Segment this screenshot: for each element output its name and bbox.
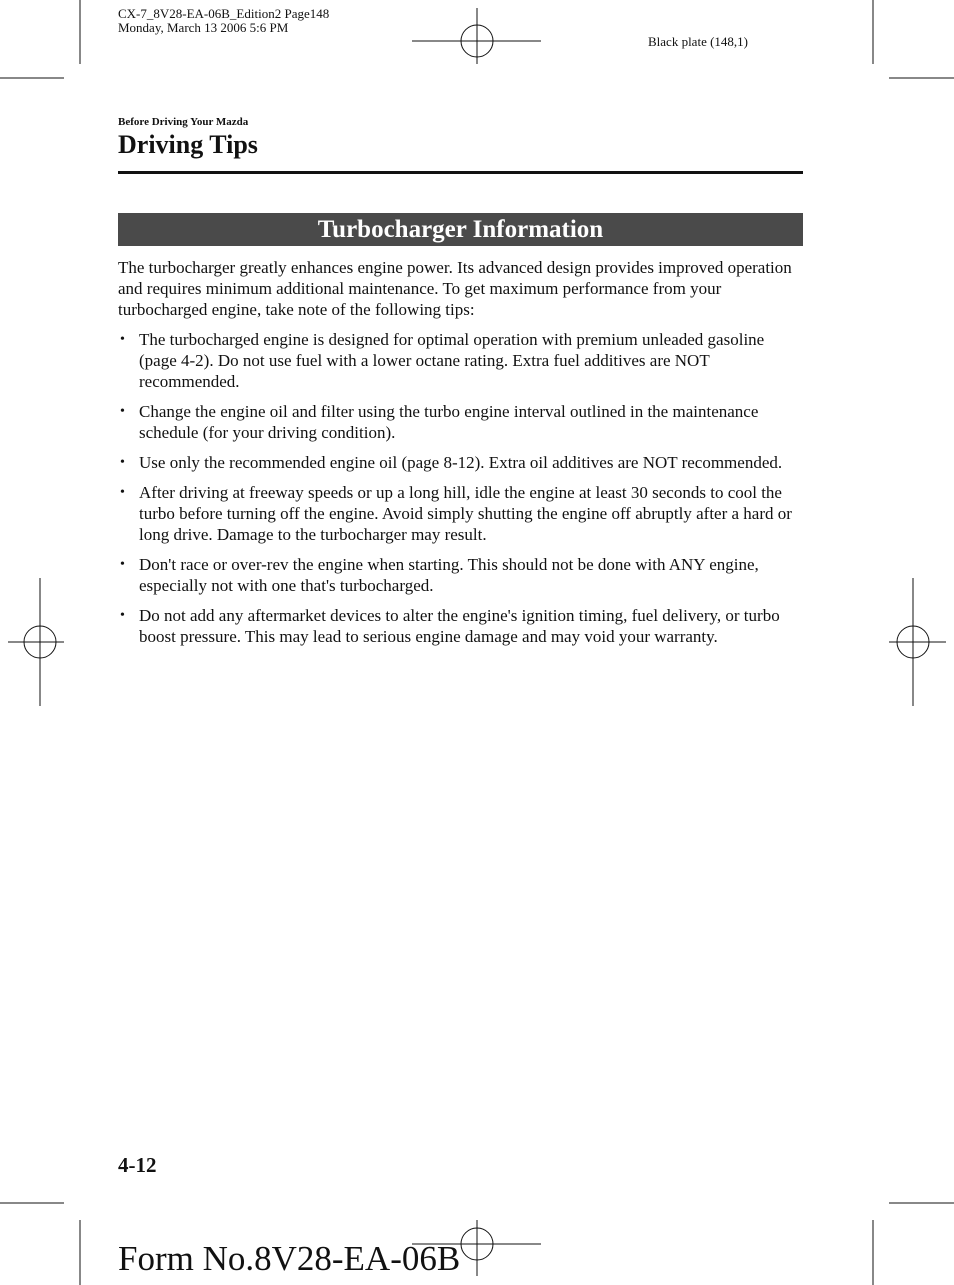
page-number: 4-12 xyxy=(118,1153,157,1177)
page-body xyxy=(118,257,803,656)
print-job-date: Monday, March 13 2006 5:6 PM xyxy=(118,20,289,35)
list-item xyxy=(118,554,803,596)
tip-text: Change the engine oil and filter using the turbo engine interval outlined in the maintenance schedule (for your driving condition). xyxy=(139,402,759,442)
tip-text: The turbocharged engine is designed for optimal operation with premium unleaded gasoline (page 4-2). Do not use fuel with a lower octane rating. Extra fuel additives are NOT recommended. xyxy=(139,330,765,391)
intro-paragraph: The turbocharger greatly enhances engine power. Its advanced design provides improved operation and requires minimum additional maintenance. To get maximum performance from your turbocharged engine, take note of the following tips: xyxy=(118,258,792,319)
tip-text: Do not add any aftermarket devices to alter the engine's ignition timing, fuel delivery, or turbo boost pressure. This may lead to serious engine damage and may void your warranty. xyxy=(139,606,780,646)
section-banner: Turbocharger Information xyxy=(118,213,803,246)
list-item xyxy=(118,401,803,443)
title-divider xyxy=(118,171,803,174)
list-item xyxy=(118,329,803,392)
bullet-icon: • xyxy=(120,608,125,623)
list-item xyxy=(118,452,803,473)
tip-text: Don't race or over-rev the engine when starting. This should not be done with ANY engine, especially not with one that's turbocharged. xyxy=(139,555,759,595)
plate-label: Black plate (148,1) xyxy=(648,34,748,49)
print-job-info xyxy=(118,7,329,35)
section-label: Before Driving Your Mazda xyxy=(118,116,249,128)
tips-list xyxy=(118,329,803,647)
page-title: Driving Tips xyxy=(118,130,258,159)
tip-text: After driving at freeway speeds or up a long hill, idle the engine at least 30 seconds to cool the turbo before turning off the engine. Avoid simply shutting the engine off abruptly after a hard or long drive. Damage to the turbocharger may result. xyxy=(139,483,792,544)
bullet-icon: • xyxy=(120,404,125,419)
list-item xyxy=(118,482,803,545)
bullet-icon: • xyxy=(120,455,125,470)
list-item xyxy=(118,605,803,647)
bullet-icon: • xyxy=(120,557,125,572)
bullet-icon: • xyxy=(120,485,125,500)
form-number: Form No.8V28-EA-06B xyxy=(118,1239,461,1278)
print-job-file: CX-7_8V28-EA-06B_Edition2 Page148 xyxy=(118,6,330,21)
tip-text: Use only the recommended engine oil (page 8-12). Extra oil additives are NOT recommended. xyxy=(139,453,783,472)
bullet-icon: • xyxy=(120,332,125,347)
